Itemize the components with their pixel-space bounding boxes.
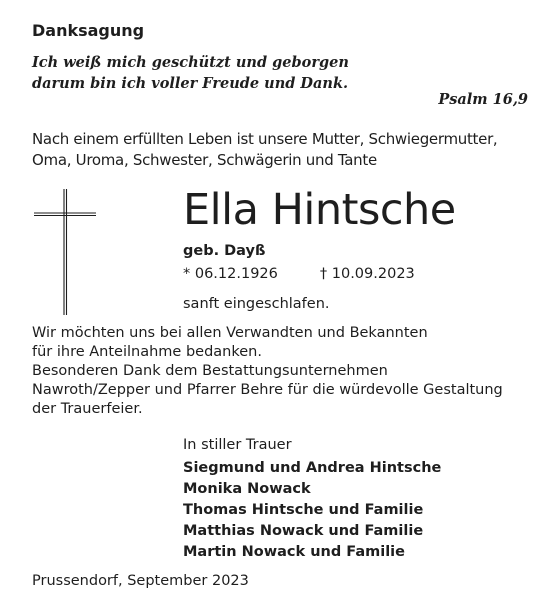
psalm-verse [32, 52, 349, 94]
death-date: † 10.09.2023 [319, 266, 415, 282]
intro-line: Oma, Uroma, Schwester, Schwägerin und Tante [32, 151, 377, 169]
verse-line: Ich weiß mich geschützt und geborgen [32, 54, 349, 71]
intro-text [32, 129, 497, 171]
verse-reference: Psalm 16,9 [438, 91, 528, 108]
thanks-line: für ihre Anteilnahme bedanken. [32, 344, 262, 360]
status-text: sanft eingeschlafen. [183, 296, 330, 312]
mourner-name: Monika Nowack [183, 481, 311, 497]
birth-name: geb. Dayß [183, 243, 266, 259]
mourner-name: Matthias Nowack und Familie [183, 523, 424, 539]
deceased-name: Ella Hintsche [183, 185, 456, 235]
life-dates [183, 266, 415, 282]
thanks-line: der Trauerfeier. [32, 401, 143, 417]
place-date-footer: Prussendorf, September 2023 [32, 573, 249, 589]
mourning-label: In stiller Trauer [183, 437, 292, 453]
thanks-line: Besonderen Dank dem Bestattungsunternehmen [32, 363, 388, 379]
mourner-name: Martin Nowack und Familie [183, 544, 405, 560]
mourner-name: Thomas Hintsche und Familie [183, 502, 424, 518]
latin-cross-icon [34, 189, 96, 315]
thanks-line: Wir möchten uns bei allen Verwandten und Bekannten [32, 325, 428, 341]
heading: Danksagung [32, 21, 145, 40]
birth-date: * 06.12.1926 [183, 266, 278, 282]
intro-line: Nach einem erfüllten Leben ist unsere Mutter, Schwiegermutter, [32, 130, 498, 148]
mourners-list [183, 458, 441, 563]
thanks-text [32, 324, 503, 419]
thanks-line: Nawroth/Zepper und Pfarrer Behre für die würdevolle Gestaltung [32, 382, 503, 398]
mourner-name: Siegmund und Andrea Hintsche [183, 460, 442, 476]
verse-line: darum bin ich voller Freude und Dank. [32, 75, 349, 92]
